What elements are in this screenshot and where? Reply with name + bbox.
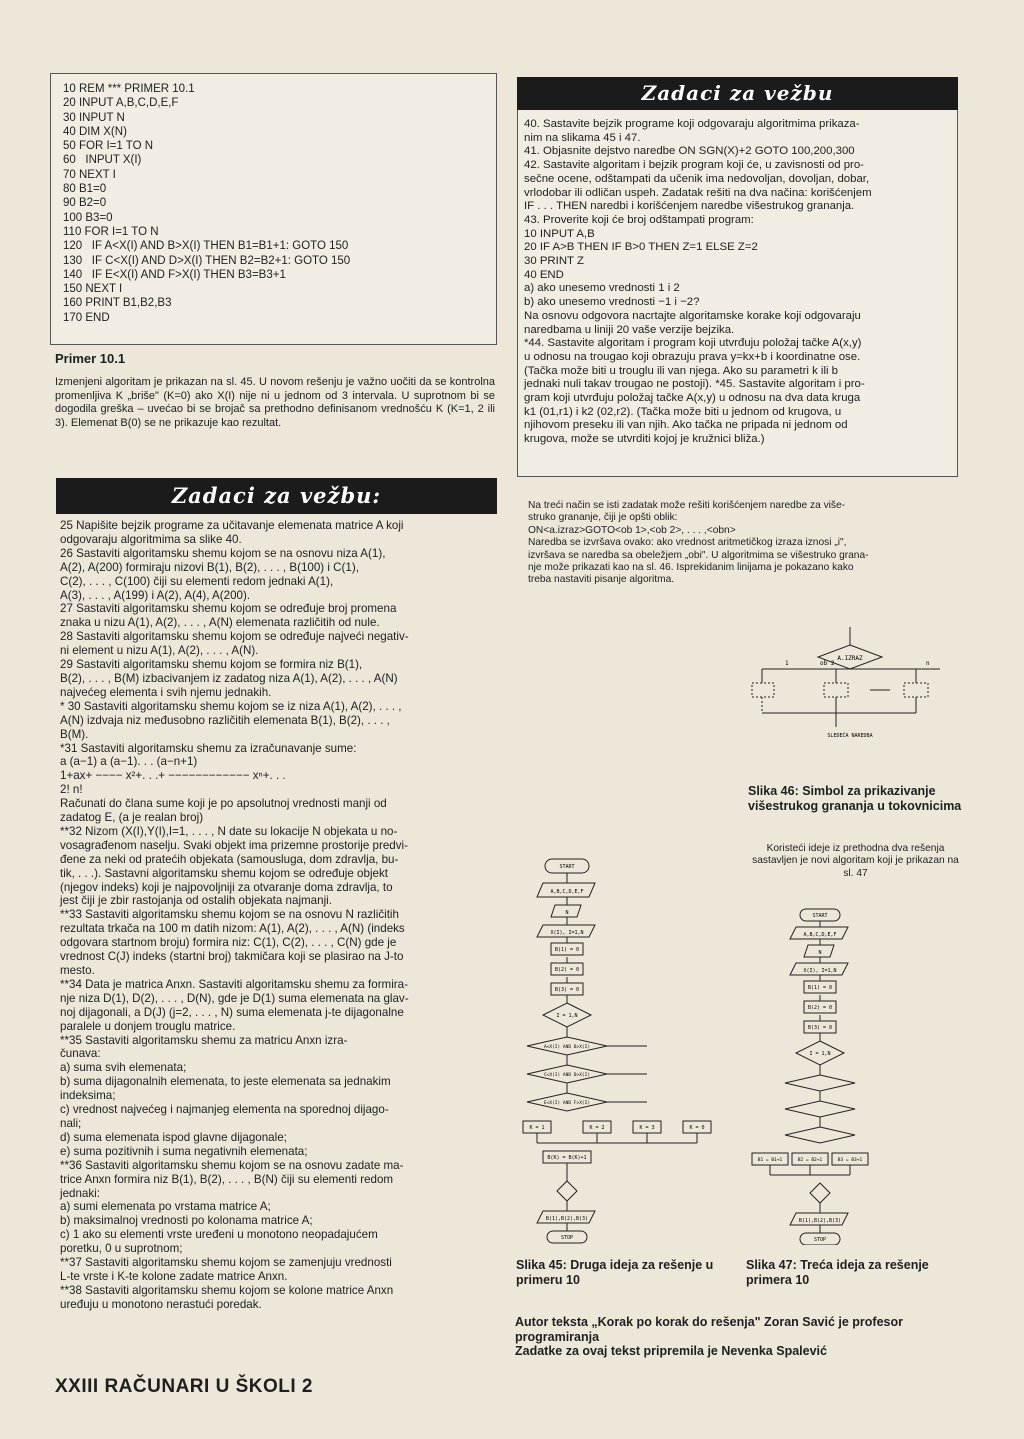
exercise-line: gram koji utvrđuju položaj tačke A(x,y) u odnosu na dva data kruga xyxy=(524,392,861,405)
code-line: 60 INPUT X(I) xyxy=(63,154,142,167)
exercise-line: vrednost C(J) indeks (startni broj) takmičara koji se plasirao na J-to xyxy=(60,950,404,964)
flow-node-label: B(2) = 0 xyxy=(554,967,580,973)
exercise-line: tik, . . .). Sastavni algoritamsku shemu kojom se određuje objekt xyxy=(60,866,388,880)
exercise-line: d) suma elemenata ispod glavne dijagonale; xyxy=(60,1130,287,1144)
exercise-line: jednaki: xyxy=(60,1186,100,1200)
exercise-line: 40 END xyxy=(524,268,564,281)
exercise-line: b) ako unesemo vrednosti −1 i −2? xyxy=(524,296,700,309)
code-line: 20 INPUT A,B,C,D,E,F xyxy=(63,97,179,110)
flow-node-label: K = 3 xyxy=(639,1125,655,1131)
flow-node-label: I = 1,N xyxy=(809,1051,831,1057)
flow-node-label: K = 2 xyxy=(589,1125,605,1131)
exercise-line: vosagrađenom naselju. Svaki objekt ima prizemne prostorije predvi- xyxy=(60,838,408,852)
text-line: Na treći način se isti zadatak može rešiti korišćenjem naredbe za više- xyxy=(528,500,846,511)
author-note-line1: Autor teksta „Korak po korak do rešenja" Zoran Savić je profesor programiranja xyxy=(515,1315,903,1344)
exercise-line: a) sumi elemenata po vrstama matrice A; xyxy=(60,1200,271,1214)
exercise-line: 20 IF A>B THEN IF B>0 THEN Z=1 ELSE Z=2 xyxy=(524,241,758,254)
exercise-line: *31 Sastaviti algoritamsku shemu za izračunavanje sume: xyxy=(60,741,357,755)
exercise-line: njihovom preseku ili van njih. Ako tačka ne pripada ni jednom od xyxy=(524,419,848,432)
exercise-line: jest čiji je zbir rastojanja od ostalih objekata najmanji. xyxy=(60,894,332,908)
text-line: ON<a.izraz>GOTO<ob 1>,<ob 2>, . . . ,<obn> xyxy=(528,524,736,536)
exercise-line: 43. Proverite koji će broj odštampati program: xyxy=(524,213,754,226)
exercise-line: 27 Sastaviti algoritamsku shemu kojom se određuje broj promena xyxy=(60,602,397,616)
flow-node-label: A,B,C,D,E,F xyxy=(803,932,837,938)
page-footer: XXIII RAČUNARI U ŠKOLI 2 xyxy=(55,1376,313,1397)
flow-node-label: B(1),B(2),B(3) xyxy=(545,1216,589,1222)
text-line: struko grananje, čiji je opšti oblik: xyxy=(528,512,678,524)
code-line: 100 B3=0 xyxy=(63,211,113,224)
exercise-line: *44. Sastavite algoritam i program koji utvrđuju položaj tačke A(x,y) xyxy=(524,337,862,350)
exercise-line: A(3), . . . , A(199) i A(2), A(4), A(200). xyxy=(60,588,251,602)
code-line: 80 B1=0 xyxy=(63,183,107,196)
exercise-line: 29 Sastaviti algoritamsku shemu kojom se formira niz B(1), xyxy=(60,658,363,672)
exercise-line: znaka u nizu A(1), A(2), . . . , A(N) elemenata različitih od nule. xyxy=(60,616,380,630)
flow-node-label: B(1),B(2),B(3) xyxy=(798,1218,842,1224)
flow-node-label: B(K) = B(K)+1 xyxy=(547,1155,587,1161)
exercise-line: sečne ocene, odštampati da učenik ima nedovoljan, dovoljan, dobar, xyxy=(524,172,870,185)
exercise-line: nali; xyxy=(60,1116,82,1130)
code-line: 30 INPUT N xyxy=(63,111,125,124)
exercise-line: 26 Sastaviti algoritamsku shemu kojom se na osnovu niza A(1), xyxy=(60,546,386,560)
fig46-caption: Slika 46: Simbol za prikazivanje višestrukog grananja u tokovnicima xyxy=(748,784,962,813)
code-line: 70 NEXT I xyxy=(63,168,116,181)
exercise-line: zadatog E, (a je realan broj) xyxy=(60,811,204,825)
code-line: 140 IF E<X(I) AND F>X(I) THEN B3=B3+1 xyxy=(63,268,286,281)
exercise-line: Na osnovu odgovora nacrtajte algoritamske korake koji odgovaraju xyxy=(524,309,861,322)
exercise-line: c) 1 ako su elementi vrste uređeni u monotono neopadajućem xyxy=(60,1228,378,1242)
fig46-branch-2: ob 2 xyxy=(820,660,835,667)
exercise-line: a (a−1) a (a−1). . . (a−n+1) xyxy=(60,755,198,769)
exercise-line: * 30 Sastaviti algoritamsku shemu kojom se iz niza A(1), A(2), . . . , xyxy=(60,699,402,713)
right-exercise-list xyxy=(524,118,954,447)
exercise-line: trice Anxn formira niz B(1), B(2), . . . , B(N) čiji su elementi redom xyxy=(60,1172,394,1186)
exercise-line: 40. Sastavite bejzik programe koji odgovaraju algoritmima prikaza- xyxy=(524,118,860,130)
loop-end-node xyxy=(810,1183,830,1203)
code-line: 90 B2=0 xyxy=(63,197,107,210)
text-line: Naredba se izvršava ovako: ako vrednost aritmetičkog izraza iznosi „i", xyxy=(528,537,847,549)
flow-node-label: N xyxy=(818,950,822,956)
exercise-line: rezultata trkača na 100 m datih nizom: A(1), A(2), . . . , A(N) (indeks xyxy=(60,922,405,936)
code-line: 10 REM *** PRIMER 10.1 xyxy=(63,83,195,95)
fig47-flowchart xyxy=(745,905,960,1245)
exercise-line: mesto. xyxy=(60,964,95,977)
code-line: 170 END xyxy=(63,311,110,324)
exercise-line: noj dijagonali, a D(J) (j=2, . . . , N) suma elemenata j-te dijagonalne xyxy=(60,1005,404,1019)
exercise-line: a) ako unesemo vrednosti 1 i 2 xyxy=(524,282,680,295)
exercise-line: čunava: xyxy=(60,1047,101,1061)
example-text: Izmenjeni algoritam je prikazan na sl. 45. U novom rešenju je važno uočiti da se kontrolna promenljiva K „briše" (K=0) ako X(I) nije ni u jednom od 3 intervala. U suprotnom bi se dogodila greška – uvećao bi se brojač sa prethodno definisanom vrednošću K (K=1, 2 ili 3). Elemenat B(0) se ne prikazuje kao rezultat. xyxy=(55,376,495,429)
code-line: 110 FOR I=1 TO N xyxy=(63,225,159,238)
exercise-line: B(M). xyxy=(60,727,89,741)
text-line: izvršava se naredba sa obeležjem „obi". U algoritmima se višestruko grana- xyxy=(528,549,869,561)
flow-node-label: X(I), I=1,N xyxy=(550,930,584,936)
text-line: treba nastaviti pisanje algoritma. xyxy=(528,574,675,586)
loop-end-node xyxy=(557,1181,577,1201)
flow-node-label: STOP xyxy=(560,1235,574,1241)
code-line: 130 IF C<X(I) AND D>X(I) THEN B2=B2+1: GOTO 150 xyxy=(63,254,351,267)
exercise-line: 28 Sastaviti algoritamsku shemu kojom se određuje najveći negativ- xyxy=(60,630,409,644)
code-line: 150 NEXT I xyxy=(63,283,123,296)
exercise-line: IF . . . THEN naredbi i korišćenjem naredbe višestrukog grananja. xyxy=(524,200,855,213)
exercise-line: C(2), . . . , C(100) čiji su elementi redom jednaki A(1), xyxy=(60,574,334,588)
author-note-line2: Zadatke za ovaj tekst pripremila je Nevenka Spalević xyxy=(515,1344,827,1358)
exercise-line: najvećeg elementa i svih njemu jednakih. xyxy=(60,685,272,699)
exercise-line: 30 PRINT Z xyxy=(524,255,584,268)
code-line: 120 IF A<X(I) AND B>X(I) THEN B1=B1+1: GOTO 150 xyxy=(63,240,349,253)
decision-node xyxy=(785,1127,855,1143)
flow-node-label: B(2) = 0 xyxy=(807,1005,833,1011)
exercise-line: **35 Sastaviti algoritamsku shemu za matricu Anxn izra- xyxy=(60,1033,348,1047)
exercise-line: ni element u nizu A(1), A(2), . . . , A(N). xyxy=(60,644,259,658)
code-listing-box xyxy=(50,73,497,345)
flow-node-label: B(1) = 0 xyxy=(807,985,833,991)
exercise-line: uređuju u monotono nerastući poredak. xyxy=(60,1297,262,1311)
flow-node-label: START xyxy=(812,913,828,919)
exercise-line: 41. Objasnite dejstvo naredbe ON SGN(X)+2 GOTO 100,200,300 xyxy=(524,145,855,158)
exercise-line: jednaki nuli takav trougao ne postoji). *45. Sastavite algoritam i pro- xyxy=(524,378,865,391)
exercise-line: 2! n! xyxy=(60,783,83,797)
exercise-line: vrlodobar ili odličan uspeh. Zadatak rešiti na dva načina: korišćenjem xyxy=(524,186,872,199)
fig46-diamond-label: A.IZRAZ xyxy=(837,655,863,662)
flow-node-label: N xyxy=(565,910,569,916)
exercise-line: **36 Sastaviti algoritamsku shemu kojom se na osnovu zadate ma- xyxy=(60,1158,404,1172)
fig46-bottom-label: SLEDEĆA NAREDBA xyxy=(827,733,873,739)
exercise-line: 25 Napišite bejzik programe za učitavanje elemenata matrice A koji xyxy=(60,519,404,532)
flow-node-label: B(1) = 0 xyxy=(554,947,580,953)
exercise-line: **32 Nizom (X(I),Y(I),I=1, . . . , N date su lokacije N objekata u no- xyxy=(60,824,398,838)
exercise-line: b) suma dijagonalnih elemenata, to jeste elemenata sa jednakim xyxy=(60,1075,391,1089)
code-line: 160 PRINT B1,B2,B3 xyxy=(63,297,172,310)
exercise-line: a) suma svih elemenata; xyxy=(60,1061,187,1075)
exercise-line: **34 Data je matrica Anxn. Sastaviti algoritamsku shemu za formira- xyxy=(60,977,408,991)
decision-node xyxy=(785,1101,855,1117)
flow-node-label: STOP xyxy=(813,1237,827,1243)
exercise-line: A(2), A(200) formiraju nizovi B(1), B(2), . . . , B(100) i C(1), xyxy=(60,560,359,574)
exercise-line: naredbama u liniji 20 vaše verzije bejzika. xyxy=(524,323,735,336)
flow-node-label: A<X(I) AND B>X(I) xyxy=(543,1045,591,1050)
fig46-diagram xyxy=(740,625,960,745)
exercise-line: e) suma pozitivnih i suma negativnih elemenata; xyxy=(60,1144,308,1158)
exercise-line: (Tačka može biti u trouglu ili van njega. Ako su parametri k ili b xyxy=(524,364,839,377)
exercise-line: **38 Sastaviti algoritamsku shemu kojom se kolone matrice Anxn xyxy=(60,1283,394,1297)
flow-node-label: B2 = B2+1 xyxy=(797,1158,823,1163)
flow-node-label: E<X(I) AND F>X(I) xyxy=(543,1101,591,1106)
exercise-line: odgovara startnom broju) formira niz: C(1), C(2), . . . , C(N) gde je xyxy=(60,936,397,950)
flow-node-label: START xyxy=(559,864,575,870)
exercise-line: k1 (01,r1) i k2 (02,r2). (Tačka može biti u jednom od krugova, u xyxy=(524,405,842,418)
exercise-line: nim na slikama 45 i 47. xyxy=(524,131,641,144)
code-line: 40 DIM X(N) xyxy=(63,125,127,138)
exercise-line: poretku, 0 u suprotnom; xyxy=(60,1242,183,1256)
exercise-line: nje niza D(1), D(2), . . . , D(N), gde je D(1) suma elemenata na glav- xyxy=(60,991,409,1005)
decision-node xyxy=(785,1075,855,1091)
example-title: Primer 10.1 xyxy=(55,351,126,366)
author-note xyxy=(515,1315,965,1359)
exercise-line: c) vrednost najvećeg i najmanjeg elementa na sporednoj dijago- xyxy=(60,1103,389,1117)
multiway-branch-text xyxy=(528,500,958,587)
exercise-line: 1+ax+ −−−− x²+. . .+ −−−−−−−−−−−− xⁿ+. . . xyxy=(60,769,286,783)
exercise-line: L-te vrste i K-te kolone zadate matrice Anxn. xyxy=(60,1269,288,1283)
right-exercise-banner: Zadaci za vežbu xyxy=(517,77,958,110)
exercise-line: (njegov indeks) koji je najpovoljniji za otvaranje doma zdravlja, to xyxy=(60,880,393,894)
flow-node-label: B1 = B1+1 xyxy=(757,1158,783,1163)
code-line: 50 FOR I=1 TO N xyxy=(63,140,154,153)
fig46-branch-1: 1 xyxy=(785,660,789,667)
exercise-line: u odnosu na trougao koji obrazuju prava y=kx+b i koordinatne ose. xyxy=(524,350,861,363)
exercise-line: A(N) izdvaja niz međusobno različitih elemenata B(1), B(2), . . . , xyxy=(60,713,390,727)
fig45-caption: Slika 45: Druga ideja za rešenje u primeru 10 xyxy=(516,1258,714,1287)
fig46-branch-n: n xyxy=(926,660,930,667)
left-exercise-list xyxy=(60,519,488,1312)
fig47-caption: Slika 47: Treća ideja za rešenje primera 10 xyxy=(746,1258,929,1287)
left-exercise-banner: Zadaci za vežbu: xyxy=(56,478,497,514)
flow-node-label: X(I), I=1,N xyxy=(803,968,837,974)
exercise-line: B(2), . . . , B(M) izbacivanjem iz zadatog niza A(1), A(2), . . . , A(N) xyxy=(60,671,398,685)
exercise-line: paralele u donjem trouglu matrice. xyxy=(60,1019,236,1033)
flow-node-label: C<X(I) AND D>X(I) xyxy=(543,1073,591,1078)
exercise-line: 10 INPUT A,B xyxy=(524,227,595,240)
flow-node-label: B(3) = 0 xyxy=(807,1025,833,1031)
exercise-line: **33 Sastaviti algoritamsku shemu kojom se na osnovu N različitih xyxy=(60,908,399,922)
flow-node-label: B3 = B3+1 xyxy=(837,1158,863,1163)
exercise-line: indeksima; xyxy=(60,1089,116,1103)
exercise-line: **37 Sastaviti algoritamsku shemu kojom se zamenjuju vrednosti xyxy=(60,1256,392,1270)
exercise-line: krugova, može se utvrditi kojoj je kružnici bliža.) xyxy=(524,433,765,446)
flow-node-label: B(3) = 0 xyxy=(554,987,580,993)
exercise-line: đene za neki od pratećih objekata (samousluga, dom zdravlja, bu- xyxy=(60,852,399,866)
exercise-line: Računati do člana sume koji je po apsolutnoj vrednosti manji od xyxy=(60,797,387,811)
fig45-flowchart xyxy=(522,855,737,1250)
fig47-intro: Koristeći ideje iz prethodna dva rešenja sastavljen je novi algoritam koji je prikazan na sl. 47 xyxy=(752,843,959,879)
flow-node-label: A,B,C,D,E,F xyxy=(550,889,584,895)
exercise-line: odgovaraju algoritmima sa slike 40. xyxy=(60,532,242,546)
exercise-line: b) maksimalnoj vrednosti po kolonama matrice A; xyxy=(60,1214,313,1228)
exercise-line: 42. Sastavite algoritam i bejzik program koji će, u zavisnosti od pro- xyxy=(524,159,864,172)
text-line: nje može prikazati kao na sl. 46. Isprekidanim linijama je pokazano kako xyxy=(528,562,854,574)
flow-node-label: K = 0 xyxy=(689,1125,705,1131)
flow-node-label: I = 1,N xyxy=(556,1013,578,1019)
flow-node-label: K = 1 xyxy=(529,1125,545,1131)
